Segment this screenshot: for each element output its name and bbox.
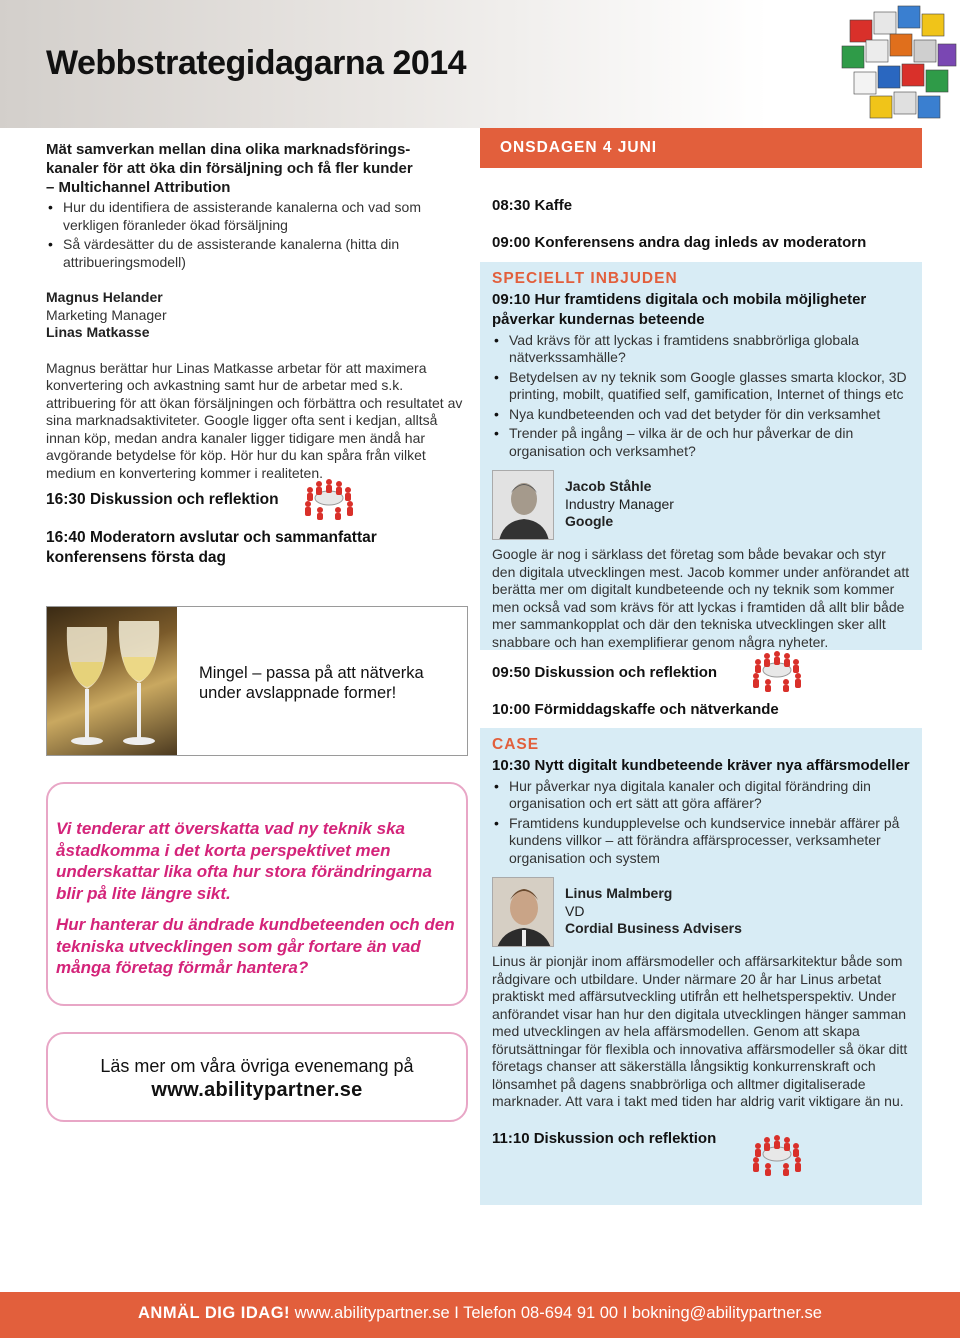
speaker-name: Linus Malmberg: [565, 885, 673, 901]
section-label: SPECIELLT INBJUDEN: [492, 270, 678, 287]
section-label: CASE: [492, 736, 540, 753]
session-bullets: [46, 199, 468, 271]
session-bullets: [492, 778, 910, 868]
speaker-bio: Google är nog i särklass det företag som både bevakar och styr den digitala utvecklingen mest. Jacob kommer under anförandet att berätta mer om digitalt kundbeteende och ny teknik som kommer men också vad som krävs för att lyckas i framtiden då allt blir både mer sammankopplat och där den tekniska utvecklingen sker allt snabbare och han exemplifierar genom några nyheter.: [492, 546, 910, 650]
bullet-item: • Betydelsen av ny teknik som Google glasses smarta klockor, 3D printing, mobilt, quatified self, gamification, Internet of things etc: [492, 369, 910, 404]
speaker-photo: [492, 470, 554, 540]
bullet-item: • Hur påverkar nya digitala kanaler och digital förändring din organisation och ert sätt att göra affärer?: [492, 778, 910, 813]
program-item-0950: 09:50 Diskussion och reflektion: [492, 664, 718, 681]
program-item-1640-line2: konferensens första dag: [46, 549, 227, 566]
speaker-block: [492, 470, 910, 540]
bullet-item: • Trender på ingång – vilka är de och hur påverkar de din organisation och verksamhet?: [492, 425, 910, 460]
program-item-1630: 16:30 Diskussion och reflektion: [46, 491, 279, 508]
speaker-company: Linas Matkasse: [46, 324, 150, 340]
read-more-box: [46, 1032, 468, 1122]
bullet-item: • Så värdesätter du de assisterande kanalerna (hitta din attribueringsmodell): [46, 236, 468, 271]
people-around-table-icon: [300, 474, 358, 520]
bullet-item: • Hur du identifiera de assisterande kanalerna och vad som verkligen föranleder ökad försäljning: [46, 199, 468, 234]
session-title: 09:10 Hur framtidens digitala och mobila möjligheter påverkar kundernas beteende: [492, 290, 867, 328]
speaker-company: Google: [565, 513, 614, 529]
bullet-item: • Framtidens kundupplevelse och kundservice innebär affärer på kundens villkor – att förändra affärsprocesser, verksamheter organisation och system: [492, 815, 910, 868]
session-title: 10:30 Nytt digitalt kundbeteende kräver nya affärsmodeller: [492, 756, 910, 774]
cubes-logo-icon: [810, 0, 960, 128]
quote-paragraph-1: Vi tenderar att överskatta vad ny teknik ska åstadkomma i det korta perspektivet men underskattar lika ofta hur stora förändringarna blir på lite längre sikt.: [56, 819, 432, 903]
day-label: ONSDAGEN 4 JUNI: [500, 139, 658, 156]
read-more-text: Läs mer om våra övriga evenemang på: [100, 1056, 414, 1076]
quote-box: [46, 782, 468, 1006]
left-column: [46, 140, 468, 482]
day-header-bar: [480, 128, 922, 168]
footer-contact[interactable]: www.abilitypartner.se I Telefon 08-694 91 00 I bokning@abilitypartner.se: [290, 1304, 822, 1322]
register-cta[interactable]: ANMÄL DIG IDAG!: [138, 1304, 291, 1322]
lead-line-3: – Multichannel Attribution: [46, 179, 231, 196]
speaker-name: Magnus Helander: [46, 289, 163, 305]
people-around-table-icon: [748, 1130, 806, 1176]
header-banner: [0, 0, 960, 128]
program-item-1110: 11:10 Diskussion och reflektion: [492, 1129, 717, 1147]
bullet-item: • Vad krävs för att lyckas i framtidens snabbrörliga globala nätverkssamhälle?: [492, 332, 910, 367]
speaker-bio: Linus är pionjär inom affärsmodeller och affärsarkitektur både som rådgivare och utbildare. Under närmare 20 år har Linus arbetat praktiskt med affärsutveckling utifrån ett helhetsperspektiv. Under anförandet visar han hur den digitala utvecklingen hänger samman med utvecklingen av hela affärsmodellen. Genom att skapa förutsättningar för flexibla och innovativa affärsmodeller så ökar ditt företags chanser att säkerställa långsiktig konkurrenskraft och lönsamhet på dagens snabbrörliga och alltmer digitaliserade marknader. Att vara i takt med tiden har aldrig varit viktigare än nu.: [492, 953, 908, 1109]
people-around-table-icon: [748, 646, 806, 692]
wine-glasses-photo: [47, 607, 177, 755]
quote-paragraph-2: Hur hanterar du ändrade kundbeteenden och den tekniska utvecklingen som går fortare än vad många företag förmår hantera?: [56, 915, 455, 977]
mingel-box: [46, 606, 468, 756]
speaker-role: VD: [565, 902, 585, 919]
lead-line-2: kanaler för att öka din försäljning och få fler kunder: [46, 160, 413, 177]
speaker-name: Jacob Ståhle: [565, 478, 652, 494]
session-box-1030: [480, 728, 922, 1205]
website-link[interactable]: www.abilitypartner.se: [151, 1079, 363, 1101]
speaker-role: Marketing Manager: [46, 306, 167, 323]
page-title: Webbstrategidagarna 2014: [46, 44, 467, 82]
speaker-company: Cordial Business Advisers: [565, 920, 742, 936]
program-item-1640: [46, 528, 377, 568]
session-bullets: [492, 332, 910, 461]
speaker-role: Industry Manager: [565, 495, 674, 512]
speaker-block: [46, 289, 468, 342]
mingel-line2: under avslappnade former!: [199, 684, 397, 702]
speaker-block: [492, 877, 910, 947]
session-description: Magnus berättar hur Linas Matkasse arbetar för att maximera konvertering och avkastning samt hur de arbetar med s.k. attribuering för att ökan försäljningen och förbättra och resultatet av sina marknadsaktiviteter. Google ligger ofta sent i kedjan, alltså innan köp, medan andra kanaler ligger tidigare men ändå har avgörande betydelse för köp. Hör hur du kan spåra från vilket medium en konvertering kommer i realiteten.: [46, 359, 463, 481]
speaker-photo: [492, 877, 554, 947]
program-item-0830: 08:30 Kaffe: [492, 197, 573, 214]
program-item-1000: 10:00 Förmiddagskaffe och nätverkande: [492, 701, 779, 718]
program-item-1640-line1: 16:40 Moderatorn avslutar och sammanfattar: [46, 529, 377, 546]
mingel-line1: Mingel – passa på att nätverka: [199, 664, 424, 682]
session-lead-title: [46, 140, 468, 197]
mingel-text: [199, 663, 424, 703]
session-box-0910: [480, 262, 922, 650]
lead-line-1: Mät samverkan mellan dina olika marknadsförings-: [46, 141, 411, 158]
footer-bar: [0, 1292, 960, 1338]
bullet-item: • Nya kundbeteenden och vad det betyder för din verksamhet: [492, 406, 910, 424]
program-item-0900: 09:00 Konferensens andra dag inleds av moderatorn: [492, 234, 867, 251]
